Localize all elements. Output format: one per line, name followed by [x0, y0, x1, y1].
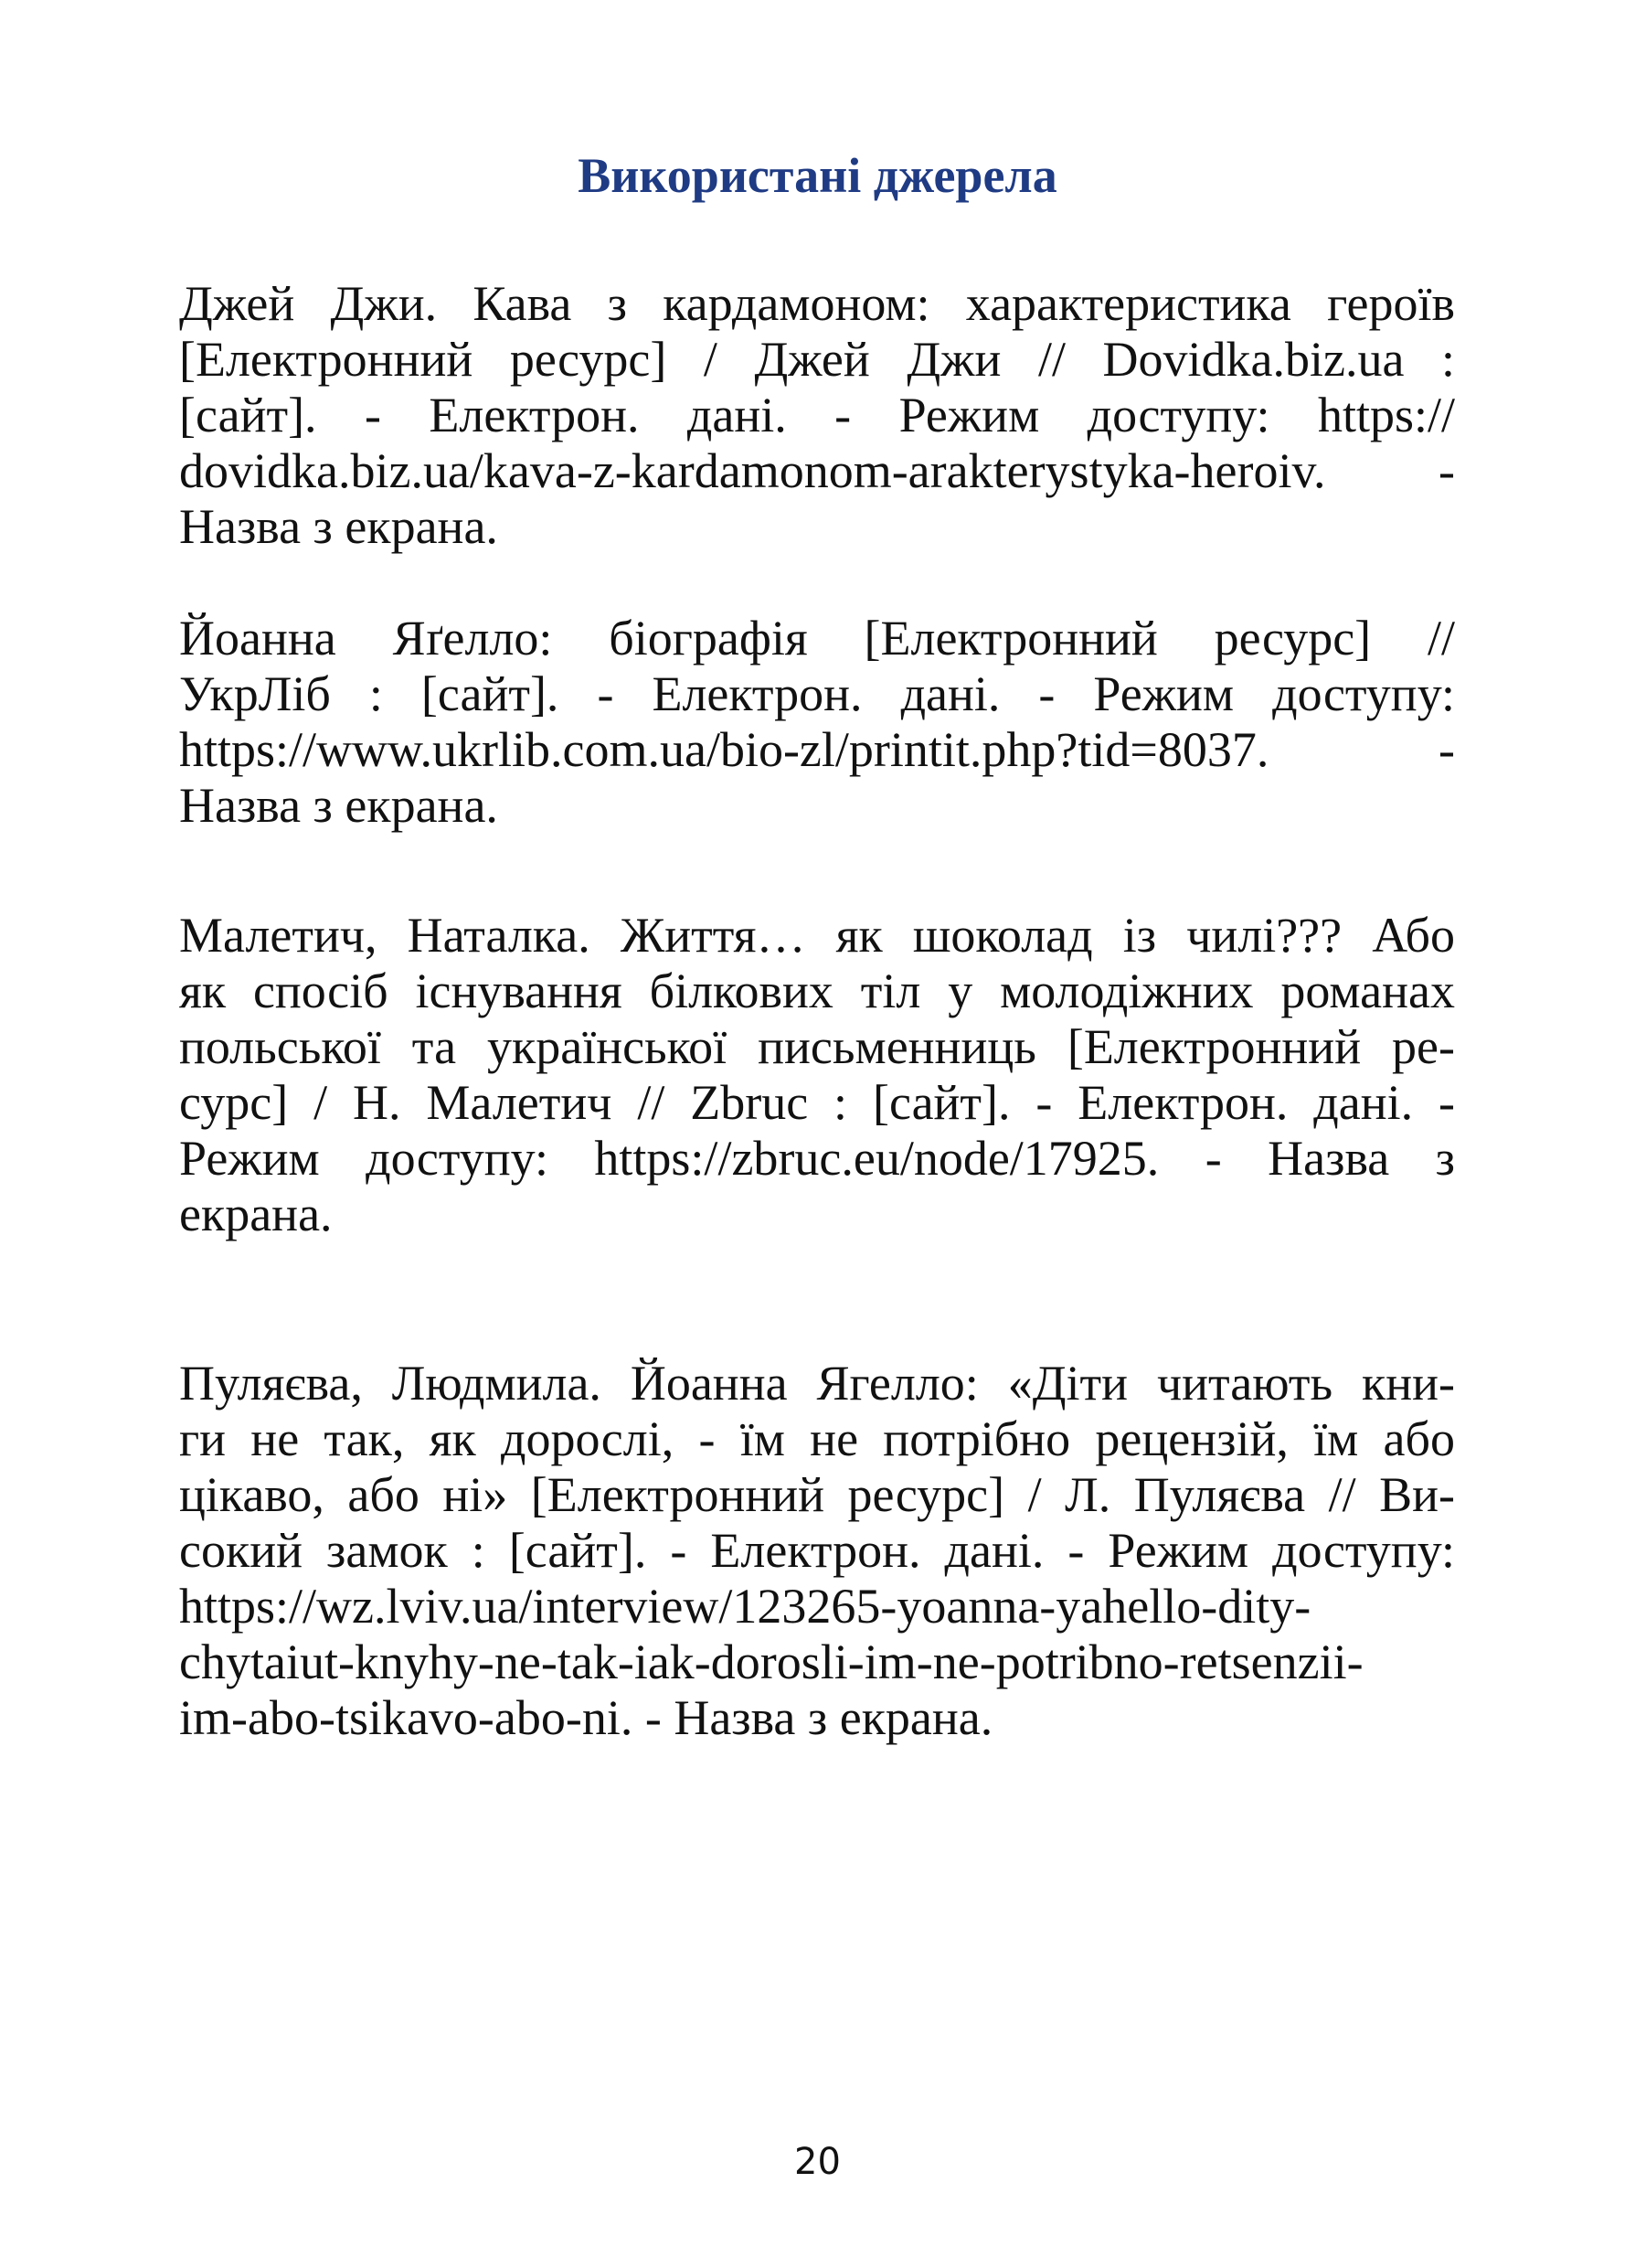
- reference-entry: [179, 276, 1455, 555]
- reference-line: польської та української письменниць [Електронний ре-: [179, 1019, 1455, 1074]
- reference-line: Назва з екрана.: [179, 778, 498, 833]
- reference-line: chytaiut-knyhy-ne-tak-iak-dorosli-im-ne-potribno-retsenzii-: [179, 1634, 1364, 1689]
- reference-line: Малетич, Наталка. Життя… як шоколад із чилі??? Або: [179, 908, 1455, 963]
- reference-entry: [179, 908, 1455, 1242]
- reference-line: Пуляєва, Людмила. Йоанна Ягелло: «Діти читають кни-: [179, 1356, 1455, 1411]
- reference-line: УкрЛіб : [сайт]. - Електрон. дані. - Режим доступу:: [179, 666, 1455, 721]
- reference-line: [Електронний ресурс] / Джей Джи // Dovidka.biz.ua :: [179, 332, 1455, 387]
- reference-entry: [179, 611, 1455, 834]
- reference-line: екрана.: [179, 1187, 333, 1241]
- reference-line: як спосіб існування білкових тіл у молодіжних романах: [179, 964, 1455, 1018]
- reference-line: https://www.ukrlib.com.ua/bio-zl/printit.php?tid=8037. -: [179, 722, 1455, 777]
- reference-line: https://wz.lviv.ua/interview/123265-yoanna-yahello-dity-: [179, 1579, 1311, 1634]
- reference-line: im-abo-tsikavo-abo-ni. - Назва з екрана.: [179, 1690, 993, 1745]
- reference-line: ги не так, як дорослі, - їм не потрібно рецензій, їм або: [179, 1411, 1455, 1466]
- reference-line: Назва з екрана.: [179, 499, 498, 554]
- reference-line: сокий замок : [сайт]. - Електрон. дані. - Режим доступу:: [179, 1523, 1455, 1578]
- reference-line: цікаво, або ні» [Електронний ресурс] / Л. Пуляєва // Ви-: [179, 1467, 1455, 1522]
- reference-line: [сайт]. - Електрон. дані. - Режим доступу: https://: [179, 388, 1455, 442]
- page-number: 20: [794, 2141, 841, 2183]
- reference-line: Режим доступу: https://zbruc.eu/node/17925. - Назва з: [179, 1131, 1455, 1186]
- reference-line: Йоанна Яґелло: біографія [Електронний ресурс] //: [179, 611, 1455, 665]
- page-title: Використані джерела: [578, 148, 1057, 203]
- reference-entry: [179, 1356, 1455, 1746]
- reference-line: dovidka.biz.ua/kava-z-kardamonom-arakterystyka-heroiv. -: [179, 443, 1455, 498]
- reference-line: сурс] / Н. Малетич // Zbruc : [сайт]. - Електрон. дані. -: [179, 1075, 1455, 1130]
- reference-line: Джей Джи. Кава з кардамоном: характеристика героїв: [179, 276, 1455, 331]
